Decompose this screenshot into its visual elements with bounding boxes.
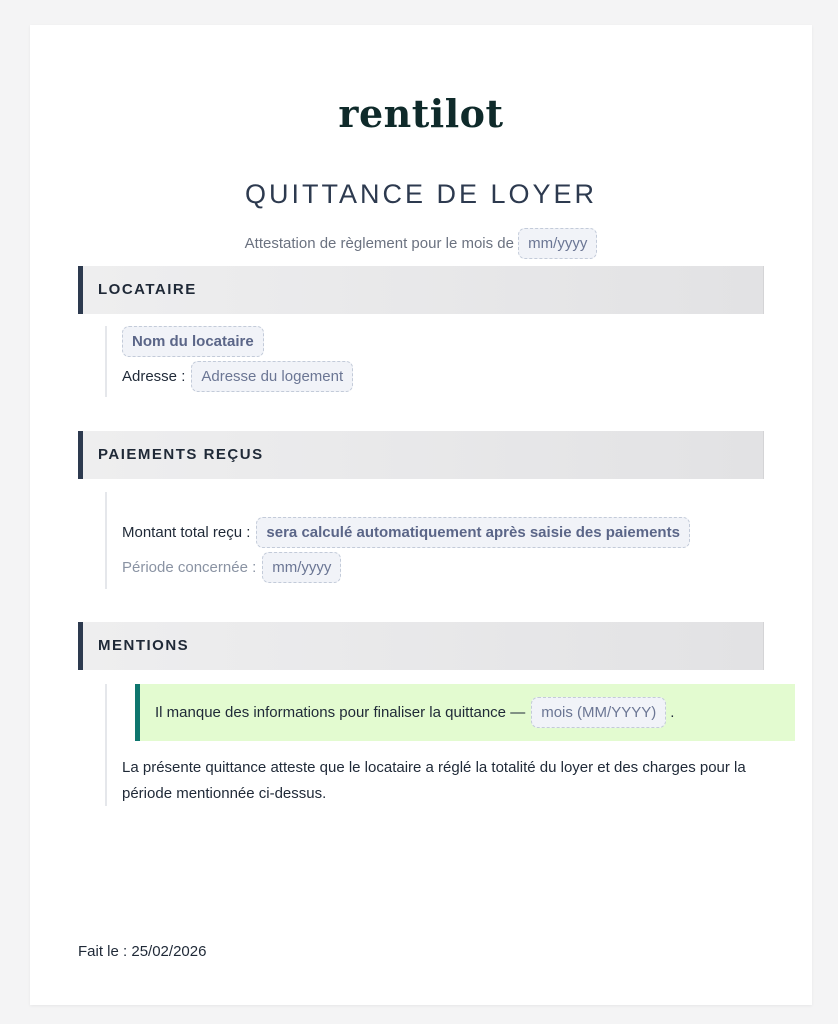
signature-date bbox=[78, 943, 206, 960]
payments-block bbox=[105, 492, 765, 589]
section-title-mentions: MENTIONS bbox=[98, 637, 190, 654]
period-row bbox=[122, 552, 765, 583]
tenant-address-row bbox=[122, 361, 765, 392]
alert-text: Il manque des informations pour finaliser la quittance — bbox=[155, 704, 526, 721]
section-title-paiements: PAIEMENTS REÇUS bbox=[98, 446, 264, 463]
address-chip[interactable]: Adresse du logement bbox=[191, 361, 353, 392]
section-header-locataire bbox=[78, 266, 764, 314]
period-label: Période concernée : bbox=[122, 559, 257, 576]
total-value-chip[interactable]: sera calculé automatiquement après saisie des paiements bbox=[256, 517, 690, 548]
total-label: Montant total reçu : bbox=[122, 524, 251, 541]
receipt-document bbox=[30, 25, 812, 1005]
total-row bbox=[122, 517, 765, 548]
alert-month-chip[interactable]: mois (MM/YYYY) bbox=[531, 697, 666, 728]
mentions-paragraph: La présente quittance atteste que le locataire a réglé la totalité du loyer et des charges pour la période mentionnée ci-dessus. bbox=[122, 759, 746, 802]
period-chip[interactable]: mm/yyyy bbox=[262, 552, 341, 583]
brand-logo: rentilot bbox=[338, 91, 504, 136]
tenant-block bbox=[105, 326, 765, 397]
footer-label: Fait le : bbox=[78, 943, 128, 960]
section-title-locataire: LOCATAIRE bbox=[98, 281, 197, 298]
address-label: Adresse : bbox=[122, 368, 186, 385]
missing-info-alert bbox=[135, 684, 795, 741]
document-subtitle bbox=[30, 228, 812, 259]
section-header-paiements bbox=[78, 431, 764, 479]
alert-suffix: . bbox=[670, 704, 675, 721]
footer-date: 25/02/2026 bbox=[131, 943, 207, 960]
tenant-name-row bbox=[122, 326, 765, 357]
subtitle-text: Attestation de règlement pour le mois de bbox=[244, 235, 514, 252]
document-title: QUITTANCE DE LOYER bbox=[244, 179, 598, 209]
mentions-block bbox=[105, 684, 765, 806]
tenant-name-chip[interactable]: Nom du locataire bbox=[122, 326, 264, 357]
section-header-mentions bbox=[78, 622, 764, 670]
month-placeholder-chip[interactable]: mm/yyyy bbox=[518, 228, 597, 259]
